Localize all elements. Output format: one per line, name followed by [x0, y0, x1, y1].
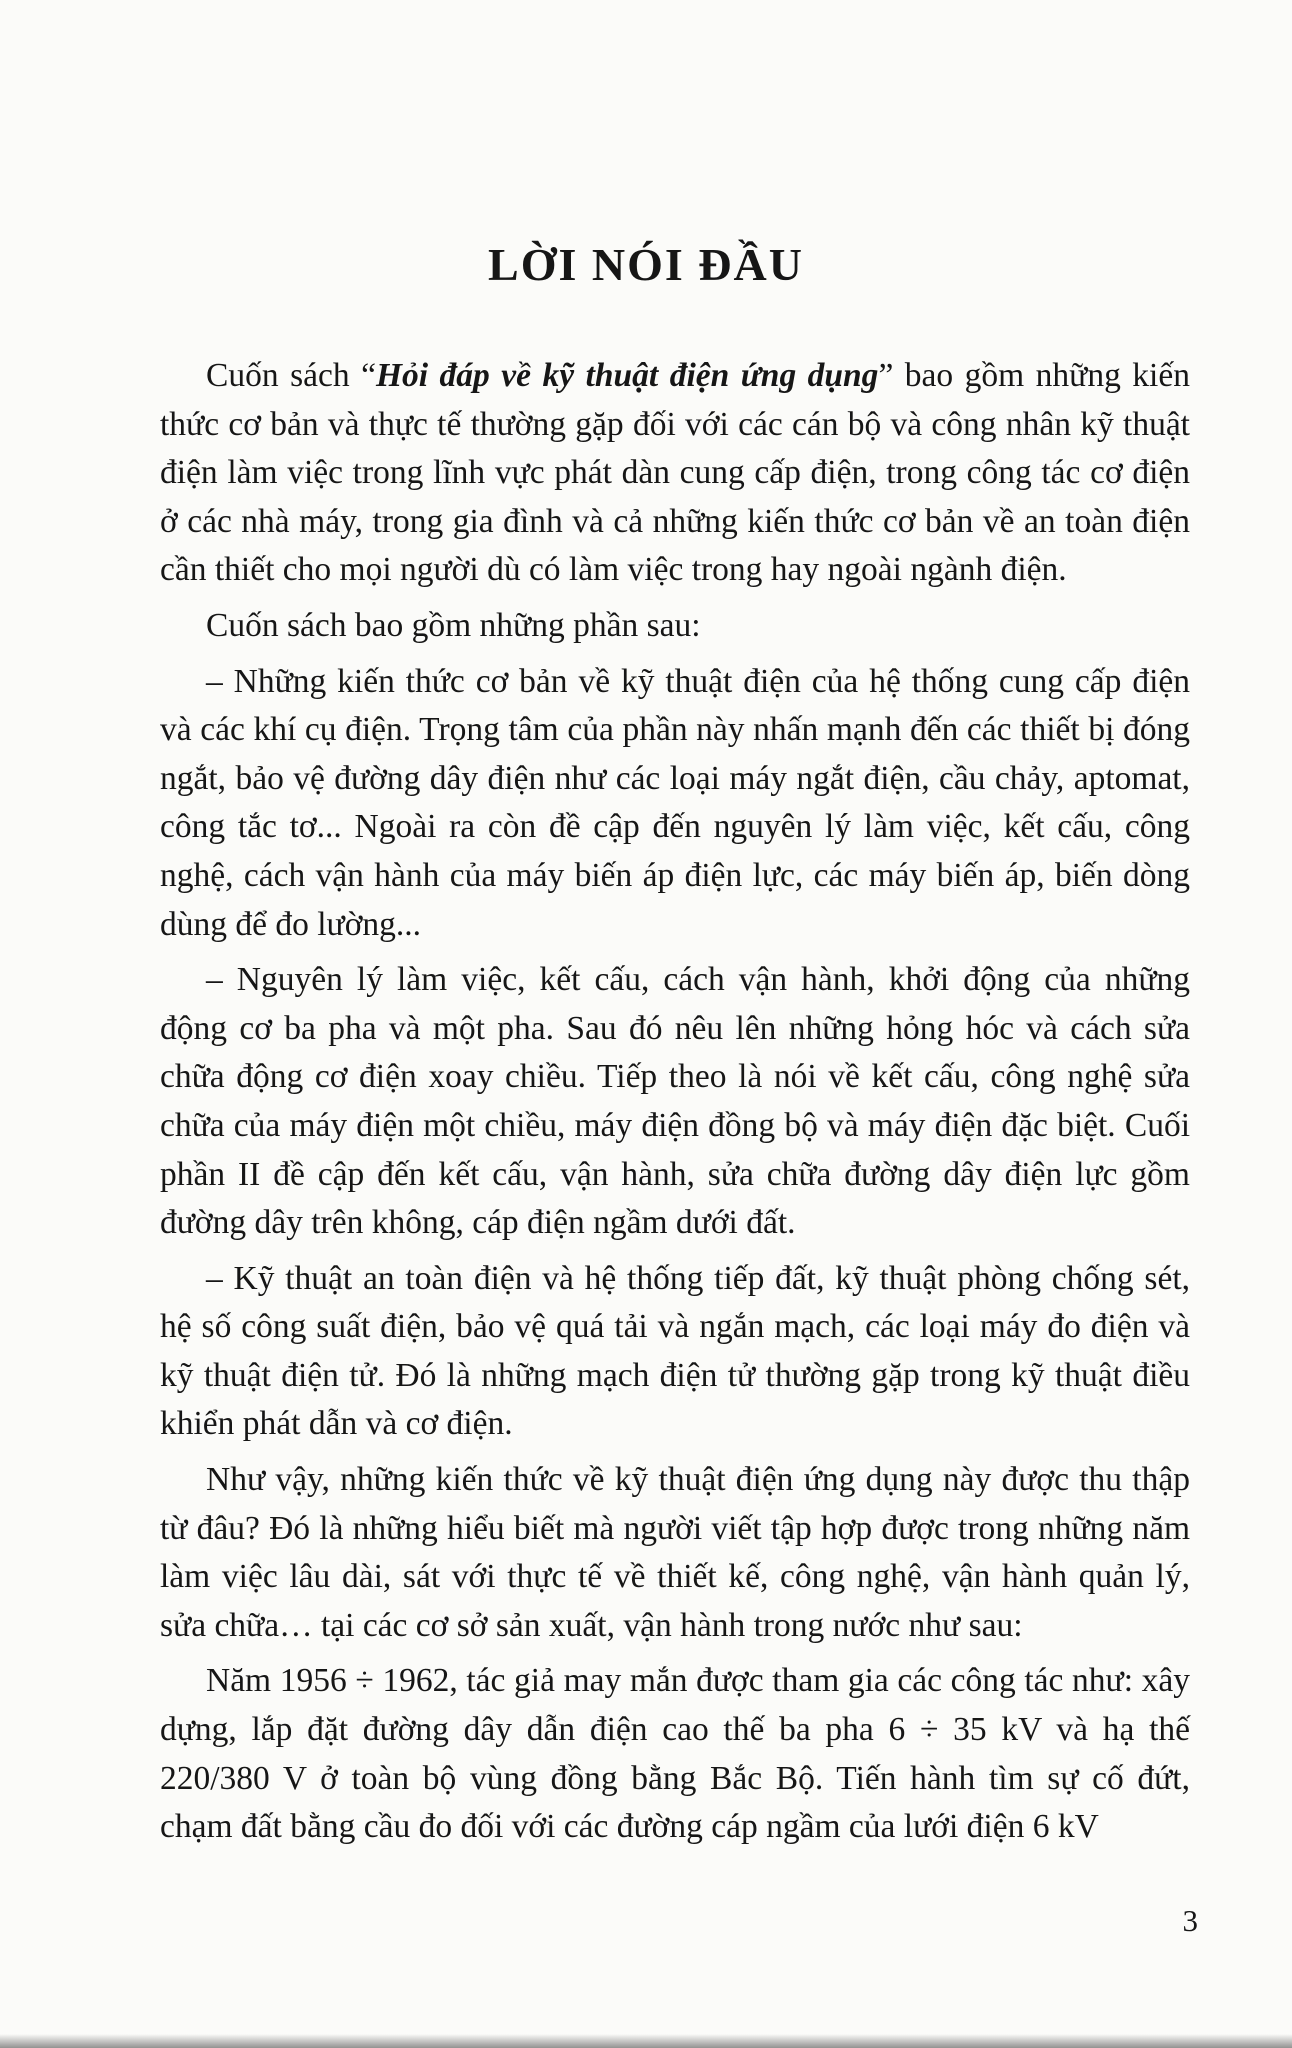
book-title: Hỏi đáp về kỹ thuật điện ứng dụng [375, 357, 879, 394]
page-title: LỜI NÓI ĐẦU [488, 239, 804, 290]
intro-paragraph [160, 352, 1190, 595]
intro-text-before: Cuốn sách “ [206, 357, 376, 394]
paragraph: – Nguyên lý làm việc, kết cấu, cách vận hành, khởi động của những động cơ ba pha và một pha. Sau đó nêu lên những hỏng hóc và cách sửa chữa động cơ điện xoay chiều. Tiếp theo là nói về kết cấu, công nghệ sửa chữa của máy điện một chiều, máy điện đồng bộ và máy điện đặc biệt. Cuối phần II đề cập đến kết cấu, vận hành, sửa chữa đường dây điện lực gồm đường dây trên không, cáp điện ngầm dưới đất. [160, 961, 1190, 1242]
intro-text-after: ” bao gồm những kiến thức cơ bản và thực tế thường gặp đối với các cán bộ và công nhân kỹ thuật điện làm việc trong lĩnh vực phát dàn cung cấp điện, trong công tác cơ điện ở các nhà máy, trong gia đình và cả những kiến thức cơ bản về an toàn điện cần thiết cho mọi người dù có làm việc trong hay ngoài ngành điện. [160, 357, 1190, 589]
page-number: 3 [1182, 1903, 1198, 1938]
paragraph: Như vậy, những kiến thức về kỹ thuật điện ứng dụng này được thu thập từ đâu? Đó là những hiểu biết mà người viết tập hợp được trong những năm làm việc lâu dài, sát với thực tế về thiết kế, công nghệ, vận hành quản lý, sửa chữa… tại các cơ sở sản xuất, vận hành trong nước như sau: [160, 1461, 1190, 1644]
page-edge-shadow [0, 2034, 1292, 2048]
paragraph: – Kỹ thuật an toàn điện và hệ thống tiếp đất, kỹ thuật phòng chống sét, hệ số công suất điện, bảo vệ quá tải và ngắn mạch, các loại máy đo điện và kỹ thuật điện tử. Đó là những mạch điện tử thường gặp trong kỹ thuật điều khiển phát dẫn và cơ điện. [160, 1259, 1190, 1443]
paragraph: Cuốn sách bao gồm những phần sau: [206, 606, 701, 644]
paragraph: – Những kiến thức cơ bản về kỹ thuật điện của hệ thống cung cấp điện và các khí cụ điện. Trọng tâm của phần này nhấn mạnh đến các thiết bị đóng ngắt, bảo vệ đường dây điện như các loại máy ngắt điện, cầu chảy, aptomat, công tắc tơ... Ngoài ra còn đề cập đến nguyên lý làm việc, kết cấu, công nghệ, cách vận hành của máy biến áp điện lực, các máy biến áp, biến dòng dùng để đo lường... [160, 662, 1190, 943]
paragraph: Năm 1956 ÷ 1962, tác giả may mắn được tham gia các công tác như: xây dựng, lắp đặt đường dây dẫn điện cao thế ba pha 6 ÷ 35 kV và hạ thế 220/380 V ở toàn bộ vùng đồng bằng Bắc Bộ. Tiến hành tìm sự cố đứt, chạm đất bằng cầu đo đối với các đường cáp ngầm của lưới điện 6 kV [160, 1662, 1190, 1846]
page-body [160, 352, 1190, 1859]
